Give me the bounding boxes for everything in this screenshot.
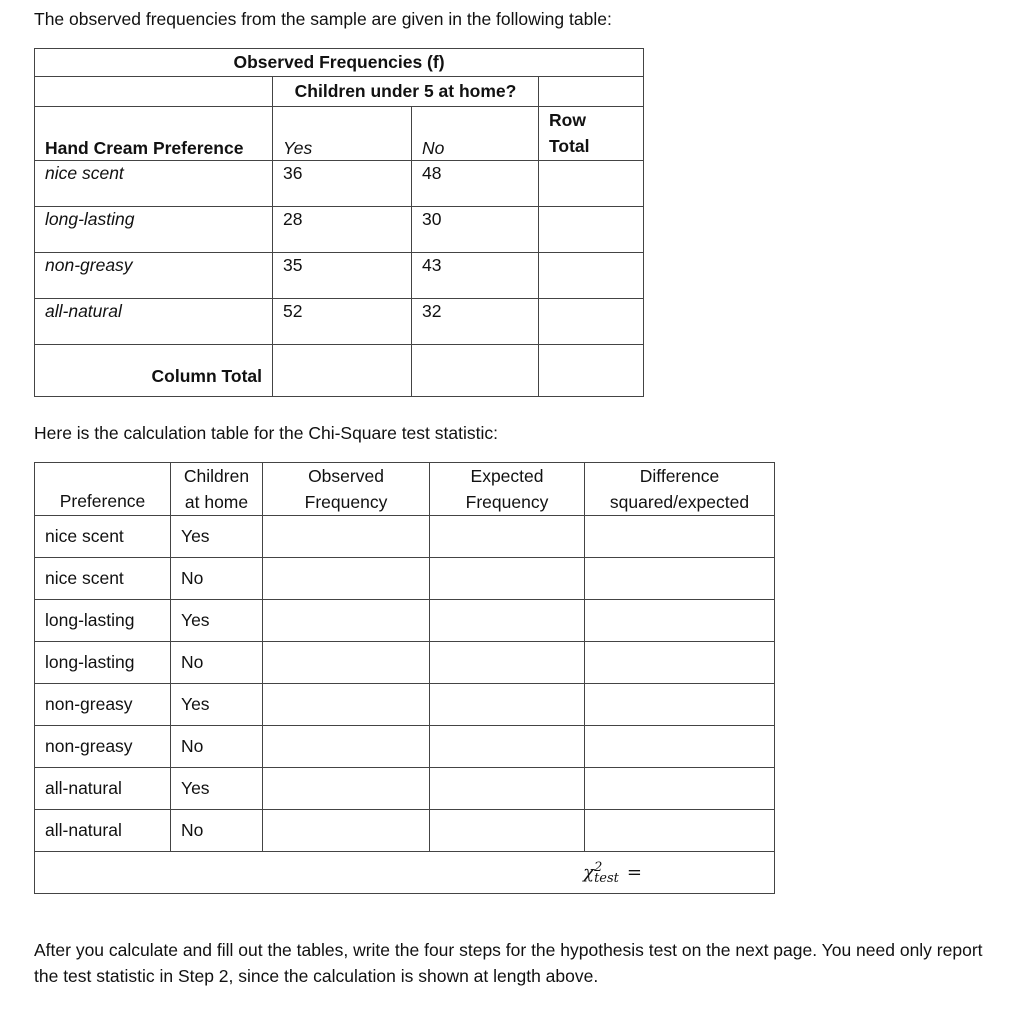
children-cell: Yes <box>171 600 263 642</box>
preference-cell: all-natural <box>35 810 171 852</box>
children-group-header: Children under 5 at home? <box>273 77 539 107</box>
observed-input-cell[interactable] <box>263 768 430 810</box>
yes-count: 28 <box>273 207 412 253</box>
preference-cell: nice scent <box>35 558 171 600</box>
calc-intro-text: Here is the calculation table for the Chi-Square test statistic: <box>34 423 498 443</box>
row-total-cell[interactable] <box>539 161 644 207</box>
observed-input-cell[interactable] <box>263 558 430 600</box>
difference-input-cell[interactable] <box>585 768 775 810</box>
yes-count: 36 <box>273 161 412 207</box>
table-row <box>35 558 775 600</box>
observed-input-cell[interactable] <box>263 810 430 852</box>
chi-square-calc-table <box>34 462 775 894</box>
children-cell: Yes <box>171 516 263 558</box>
difference-input-cell[interactable] <box>585 558 775 600</box>
difference-input-cell[interactable] <box>585 726 775 768</box>
preference-cell: all-natural <box>35 768 171 810</box>
row-label: all-natural <box>35 299 273 345</box>
expected-input-cell[interactable] <box>430 642 585 684</box>
chi-square-statistic-row[interactable] <box>35 852 775 894</box>
expected-input-cell[interactable] <box>430 684 585 726</box>
intro-text: The observed frequencies from the sample are given in the following table: <box>34 9 612 29</box>
row-total-cell[interactable] <box>539 207 644 253</box>
expected-input-cell[interactable] <box>430 726 585 768</box>
preference-header: Preference <box>35 463 171 516</box>
column-total-no-cell[interactable] <box>412 345 539 397</box>
col-no-header: No <box>412 107 539 161</box>
footer-instructions: After you calculate and fill out the tables, write the four steps for the hypothesis test on the next page. You need only report the test statistic in Step 2, since the calculation is shown at length above. <box>34 940 983 986</box>
expected-input-cell[interactable] <box>430 600 585 642</box>
difference-input-cell[interactable] <box>585 684 775 726</box>
no-count: 48 <box>412 161 539 207</box>
children-cell: Yes <box>171 684 263 726</box>
row-label: non-greasy <box>35 253 273 299</box>
preference-cell: non-greasy <box>35 684 171 726</box>
expected-input-cell[interactable] <box>430 558 585 600</box>
children-cell: Yes <box>171 768 263 810</box>
observed-input-cell[interactable] <box>263 516 430 558</box>
observed-input-cell[interactable] <box>263 726 430 768</box>
table-row <box>35 600 775 642</box>
no-count: 43 <box>412 253 539 299</box>
preference-cell: long-lasting <box>35 642 171 684</box>
difference-input-cell[interactable] <box>585 516 775 558</box>
observed-input-cell[interactable] <box>263 684 430 726</box>
expected-input-cell[interactable] <box>430 810 585 852</box>
observed-frequencies-table <box>34 48 644 397</box>
difference-input-cell[interactable] <box>585 600 775 642</box>
chi-equals: = <box>626 861 642 883</box>
table-row <box>35 726 775 768</box>
expected-input-cell[interactable] <box>430 768 585 810</box>
col-yes-header: Yes <box>273 107 412 161</box>
row-total-cell[interactable] <box>539 299 644 345</box>
children-header: Children at home <box>171 463 263 516</box>
expected-header: Expected Frequency <box>430 463 585 516</box>
yes-count: 35 <box>273 253 412 299</box>
no-count: 30 <box>412 207 539 253</box>
difference-header: Difference squared/expected <box>585 463 775 516</box>
row-total-header: Row Total <box>539 107 644 161</box>
preference-cell: long-lasting <box>35 600 171 642</box>
row-label-header: Hand Cream Preference <box>35 107 273 161</box>
no-count: 32 <box>412 299 539 345</box>
chi-sup-sub: 2 test <box>594 859 619 886</box>
table-row <box>35 642 775 684</box>
observed-header: Observed Frequency <box>263 463 430 516</box>
preference-cell: nice scent <box>35 516 171 558</box>
observed-input-cell[interactable] <box>263 642 430 684</box>
children-cell: No <box>171 726 263 768</box>
children-cell: No <box>171 810 263 852</box>
grand-total-cell[interactable] <box>539 345 644 397</box>
difference-input-cell[interactable] <box>585 810 775 852</box>
row-label: long-lasting <box>35 207 273 253</box>
column-total-label: Column Total <box>35 345 273 397</box>
empty-cell <box>539 77 644 107</box>
table-row <box>35 810 775 852</box>
expected-input-cell[interactable] <box>430 516 585 558</box>
yes-count: 52 <box>273 299 412 345</box>
column-total-yes-cell[interactable] <box>273 345 412 397</box>
preference-cell: non-greasy <box>35 726 171 768</box>
table-row <box>35 768 775 810</box>
table-row <box>35 684 775 726</box>
empty-cell <box>35 77 273 107</box>
row-label: nice scent <box>35 161 273 207</box>
observed-input-cell[interactable] <box>263 600 430 642</box>
children-cell: No <box>171 642 263 684</box>
children-cell: No <box>171 558 263 600</box>
difference-input-cell[interactable] <box>585 642 775 684</box>
table-row <box>35 516 775 558</box>
observed-table-title: Observed Frequencies (f) <box>35 49 644 77</box>
row-total-cell[interactable] <box>539 253 644 299</box>
chi-symbol: χ <box>583 861 595 883</box>
